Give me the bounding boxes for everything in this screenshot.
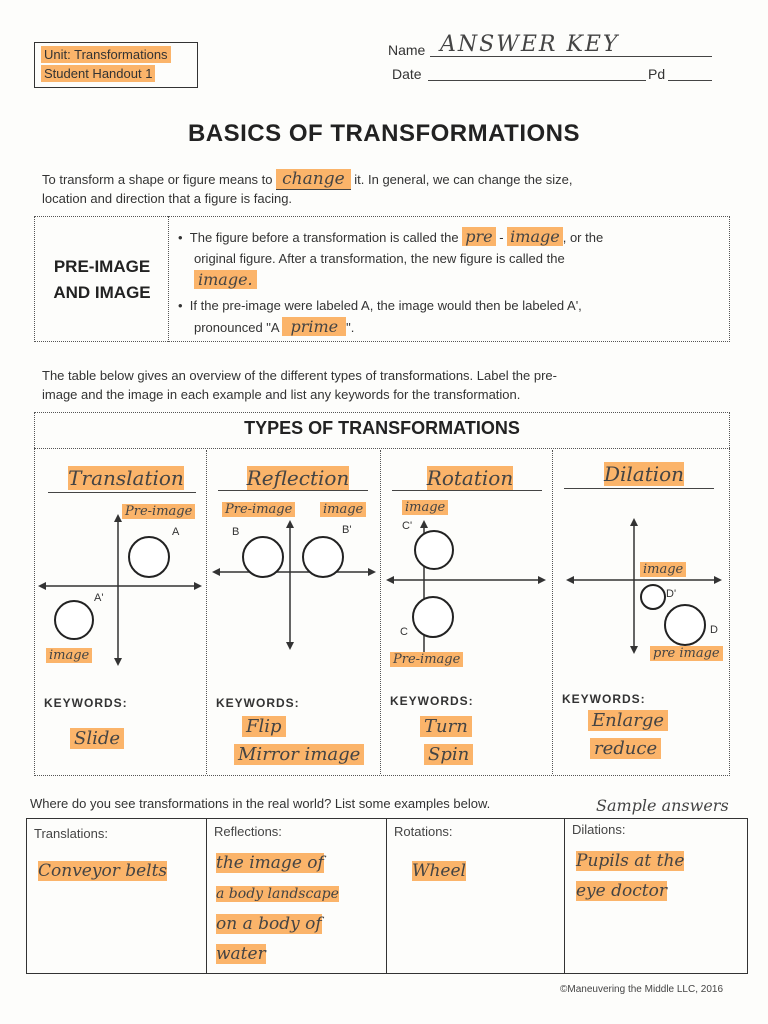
date-line [428, 80, 646, 81]
rotations-head: Rotations: [394, 824, 453, 839]
reflection-keyword-2: Mirror image [234, 744, 364, 765]
dilations-answer-1: Pupils at the [576, 851, 685, 871]
rotation-keywords-label: KEYWORDS: [390, 694, 474, 708]
rotation-preimage-label: Pre-image [390, 652, 463, 667]
grid-divider-3 [564, 818, 565, 974]
dilation-keywords-label: KEYWORDS: [562, 692, 646, 706]
intro-answer: change [276, 169, 351, 190]
realworld-question: Where do you see transformations in the real world? List some examples below. [30, 796, 491, 811]
smiley-icon [242, 536, 284, 578]
translation-title-line [48, 492, 196, 493]
bullet-1: • The figure before a transformation is called the pre - image , or the [178, 227, 604, 246]
dilation-image-label: image [640, 562, 686, 577]
point-d-prime: D' [666, 588, 677, 600]
preimage-heading-line2: AND IMAGE [53, 283, 151, 302]
point-d: D [710, 624, 718, 636]
translations-head: Translations: [34, 826, 108, 841]
dilation-title-line [564, 488, 714, 489]
bullet-1-answer-newimage: image. [194, 270, 257, 289]
types-header-divider [34, 448, 730, 449]
reflection-title-text: Reflection [246, 466, 350, 490]
pd-label: Pd [648, 66, 666, 82]
bullet-1-text2: , or the [562, 230, 604, 245]
smiley-icon [128, 536, 170, 578]
preimage-divider [168, 216, 169, 342]
intro-text-after: it. In general, we can change the size, [354, 172, 573, 187]
intro-text [42, 170, 732, 208]
dilation-keyword-1: Enlarge [588, 710, 668, 731]
rotations-answer-1: Wheel [412, 861, 466, 881]
grid-divider-1 [206, 818, 207, 974]
dilation-keyword-2: reduce [590, 738, 661, 759]
pd-line [668, 80, 712, 81]
dilations-answer [576, 846, 684, 906]
unit-label: Unit: Transformations [41, 46, 171, 63]
rotation-title-line [392, 490, 542, 491]
table-intro [42, 366, 732, 404]
bullet-1-answer-pre: pre [462, 227, 495, 246]
bullet-1-answer-image: image [507, 227, 563, 246]
realworld-note: Sample answers [596, 796, 729, 815]
smiley-icon [412, 596, 454, 638]
reflection-image-label: image [320, 502, 366, 517]
reflections-head: Reflections: [214, 824, 282, 839]
preimage-bullets [178, 226, 718, 338]
intro-text-before: To transform a shape or figure means to [42, 172, 273, 187]
dilation-title [566, 462, 722, 486]
bullet-2-text3: ". [346, 320, 355, 335]
translation-title-text: Translation [68, 466, 184, 490]
point-b-prime: B' [342, 524, 352, 536]
name-value: ANSWER KEY [440, 32, 620, 57]
handout-label: Student Handout 1 [41, 65, 155, 82]
rotation-keyword-2: Spin [424, 744, 473, 765]
col-divider-2 [380, 450, 381, 774]
bullet-2-text: If the pre-image were labeled A, the image would then be labeled A', [189, 298, 582, 313]
translations-answer [38, 856, 167, 886]
reflections-answer-2: a body landscape [216, 886, 339, 902]
date-label: Date [392, 66, 422, 82]
rotation-title [392, 466, 548, 490]
point-b: B [232, 526, 240, 538]
rotation-keyword-1: Turn [420, 716, 472, 737]
reflection-keyword-1: Flip [242, 716, 286, 737]
reflection-title-line [218, 490, 368, 491]
page-title: BASICS OF TRANSFORMATIONS [187, 120, 581, 147]
bullet-1-text: The figure before a transformation is called the [189, 230, 459, 245]
bullet-2-answer: prime [282, 317, 346, 336]
point-a-prime: A' [94, 592, 104, 604]
point-c-prime: C' [402, 520, 413, 532]
translations-answer-1: Conveyor belts [38, 861, 168, 881]
reflections-answer-1: the image of [216, 853, 324, 873]
translation-image-label: image [46, 648, 92, 663]
rotation-title-text: Rotation [426, 466, 514, 490]
reflections-answer [216, 848, 388, 969]
bullet-2: • If the pre-image were labeled A, the image would then be labeled A', [178, 298, 582, 313]
dilations-head: Dilations: [572, 822, 626, 837]
point-c: C [400, 626, 408, 638]
types-heading: TYPES OF TRANSFORMATIONS [244, 418, 520, 438]
translation-keywords-label: KEYWORDS: [44, 696, 128, 710]
point-a: A [172, 526, 180, 538]
rotation-graph [384, 510, 550, 660]
preimage-heading [40, 254, 164, 306]
footer-copyright: ©Maneuvering the Middle LLC, 2016 [560, 984, 724, 995]
translation-keyword: Slide [70, 728, 124, 749]
reflection-preimage-label: Pre-image [222, 502, 295, 517]
reflections-answer-4: water [216, 944, 266, 964]
reflection-keywords-label: KEYWORDS: [216, 696, 300, 710]
bullet-1-line2: original figure. After a transformation, the new figure is called the [194, 251, 565, 266]
bullet-1-dash: - [499, 230, 504, 245]
translation-title [48, 466, 204, 490]
preimage-heading-line1: PRE-IMAGE [53, 257, 151, 276]
intro-line2: location and direction that a figure is facing. [42, 191, 293, 206]
unit-box [34, 42, 198, 88]
reflections-answer-3: on a body of [216, 914, 322, 934]
dilation-title-text: Dilation [603, 462, 685, 486]
smiley-icon [54, 600, 94, 640]
table-intro-line1: The table below gives an overview of the different types of transformations. Label the pre- [42, 368, 557, 383]
col-divider-3 [552, 450, 553, 774]
smiley-icon [414, 530, 454, 570]
col-divider-1 [206, 450, 207, 774]
rotations-answer [412, 856, 466, 886]
smiley-icon [302, 536, 344, 578]
name-label: Name [388, 42, 426, 58]
translation-preimage-label: Pre-image [122, 504, 195, 519]
bullet-2-text2: pronounced "A [194, 320, 279, 335]
dilations-answer-2: eye doctor [576, 881, 667, 901]
smiley-icon [640, 584, 666, 610]
reflection-title [220, 466, 376, 490]
dilation-preimage-label: pre image [650, 646, 723, 661]
table-intro-line2: image and the image in each example and list any keywords for the transformation. [42, 387, 521, 402]
smiley-icon [664, 604, 706, 646]
rotation-image-label: image [402, 500, 448, 515]
